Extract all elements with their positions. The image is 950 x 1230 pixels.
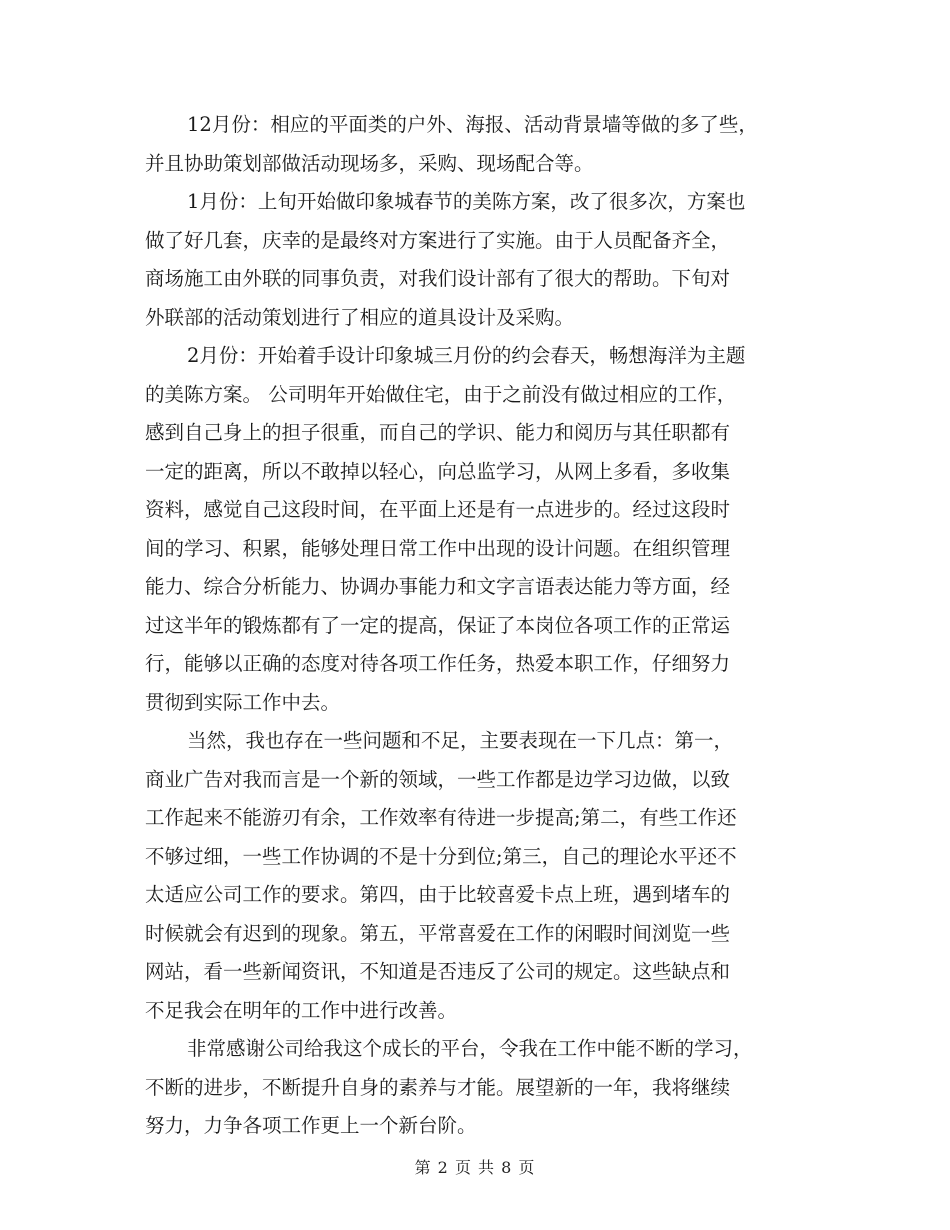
text-line: 商场施工由外联的同事负责，对我们设计部有了很大的帮助。下旬对: [145, 267, 731, 290]
text-line: 1月份：上旬开始做印象城春节的美陈方案，改了很多次，方案也: [187, 190, 746, 213]
text-line: 并且协助策划部做活动现场多，采购、现场配合等。: [145, 151, 594, 175]
text-line: 资料，感觉自己这段时间，在平面上还是有一点进步的。经过这段时: [145, 498, 731, 521]
text-line: 做了好几套，庆幸的是最终对方案进行了实施。由于人员配备齐全，: [145, 228, 731, 252]
text-line: 非常感谢公司给我这个成长的平台，令我在工作中能不断的学习，: [187, 1037, 753, 1060]
text-line: 外联部的活动策划进行了相应的道具设计及采购。: [145, 305, 575, 329]
text-line: 不足我会在明年的工作中进行改善。: [145, 998, 458, 1022]
text-line: 间的学习、积累，能够处理日常工作中出现的设计问题。在组织管理: [145, 536, 731, 560]
text-line: 不够过细，一些工作协调的不是十分到位;第三，自己的理论水平还不: [145, 844, 737, 868]
page-number-footer: 第 2 页 共 8 页: [414, 1158, 536, 1177]
text-line: 当然，我也存在一些问题和不足，主要表现在一下几点：第一，: [187, 729, 734, 752]
text-line: 能力、综合分析能力、协调办事能力和文字言语表达能力等方面，经: [145, 575, 731, 598]
text-line: 一定的距离，所以不敢掉以轻心，向总监学习，从网上多看，多收集: [145, 459, 731, 483]
paragraph-january: [145, 183, 817, 337]
text-line: 时候就会有迟到的现象。第五，平常喜爱在工作的闲暇时间浏览一些: [145, 921, 731, 945]
paragraph-thanks: [145, 1030, 817, 1146]
text-line: 努力，力争各项工作更上一个新台阶。: [145, 1114, 477, 1137]
text-line: 过这半年的锻炼都有了一定的提高，保证了本岗位各项工作的正常运: [145, 613, 731, 637]
paragraph-february: [145, 337, 817, 722]
text-line: 太适应公司工作的要求。第四，由于比较喜爱卡点上班，遇到堵车的: [145, 883, 731, 906]
text-line: 的美陈方案。 公司明年开始做住宅，由于之前没有做过相应的工作，: [145, 382, 737, 406]
paragraph-december: [145, 106, 817, 183]
text-line: 贯彻到实际工作中去。: [145, 690, 341, 714]
text-line: 商业广告对我而言是一个新的领域，一些工作都是边学习边做，以致: [145, 767, 731, 791]
text-line: 网站，看一些新闻资讯，不知道是否违反了公司的规定。这些缺点和: [145, 960, 731, 983]
document-body: [145, 106, 817, 1146]
text-line: 12月份：相应的平面类的户外、海报、活动背景墙等做的多了些，: [187, 113, 758, 136]
text-line: 工作起来不能游刃有余，工作效率有待进一步提高;第二，有些工作还: [145, 806, 737, 829]
text-line: 感到自己身上的担子很重，而自己的学识、能力和阅历与其任职都有: [145, 421, 731, 444]
text-line: 不断的进步，不断提升自身的素养与才能。展望新的一年，我将继续: [145, 1075, 731, 1099]
text-line: 2月份：开始着手设计印象城三月份的约会春天，畅想海洋为主题: [187, 344, 746, 367]
text-line: 行，能够以正确的态度对待各项工作任务，热爱本职工作，仔细努力: [145, 652, 731, 675]
paragraph-shortcomings: [145, 722, 817, 1030]
